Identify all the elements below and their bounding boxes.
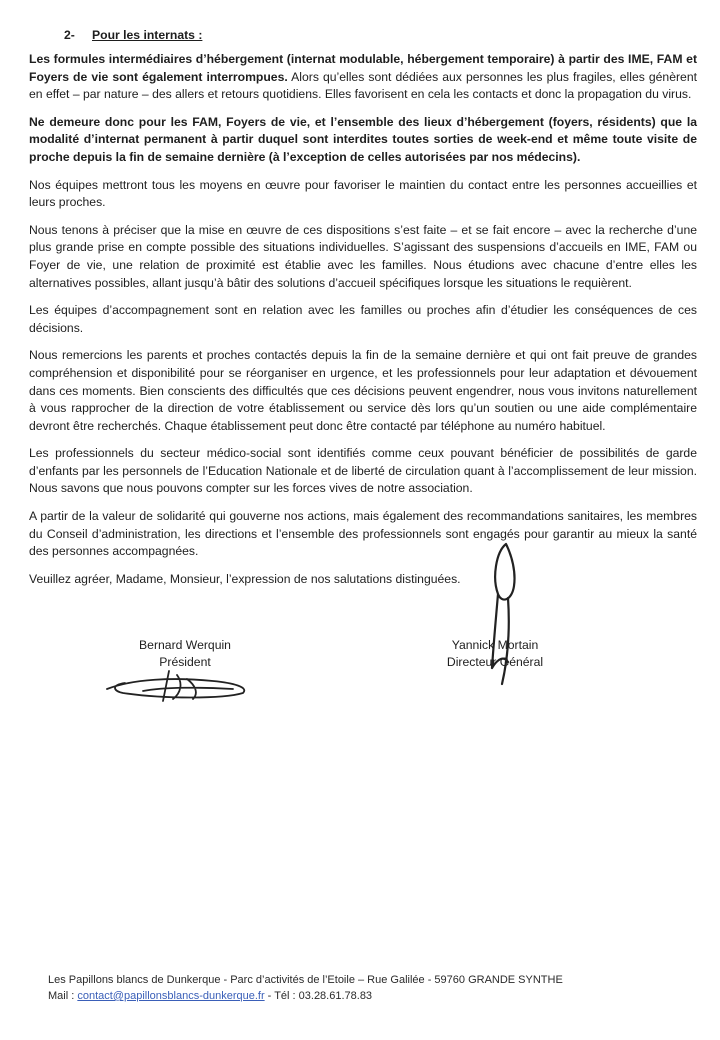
- paragraph-1-text: Alors qu’elles sont dédiées aux personnes les plus fragiles, elles génèrent en effet – par nature – des allers et retours quotidiens. Elles favorisent en cela les contacts et donc la propagation du virus.: [29, 69, 697, 102]
- footer-address: Les Papillons blancs de Dunkerque - Parc d’activités de l’Etoile – Rue Galilée - 59760 GRANDE SYNTHE: [48, 974, 563, 986]
- letter-body: [29, 51, 697, 598]
- paragraph-1: [29, 51, 697, 104]
- footer-email-link[interactable]: contact@papillonsblancs-dunkerque.fr: [77, 990, 265, 1002]
- signatory-name-left: Bernard Werquin: [139, 638, 231, 652]
- paragraph-2: Ne demeure donc pour les FAM, Foyers de vie, et l’ensemble des lieux d’hébergement (foyers, résidents) que la modalité d’internat permanent à partir duquel sont interdites toutes sorties de week-end et même toute visite de proche depuis la fin de semaine dernière (à l’exception de celles autorisées par nos médecins).: [29, 114, 697, 164]
- footer-mail-label: Mail :: [48, 990, 78, 1002]
- signatory-name-right: Yannick Mortain: [451, 638, 539, 652]
- paragraph-5: Les équipes d’accompagnement sont en relation avec les familles ou proches afin d’étudier les conséquences de ces décisions.: [29, 303, 697, 335]
- paragraph-6: Nous remercions les parents et proches contactés depuis la fin de la semaine dernière et qui ont fait preuve de grandes compréhension et disponibilité pour se réorganiser en urgence, et les professionnels pour leur adaptation et dévouement dans ces moments. Bien conscients des difficultés que ces décisions peuvent engendrer, nous vous invitons naturellement à vous rapprocher de la direction de votre établissement ou service dès lors qu’un soutien ou une aide complémentaire devront être recherchés. Chaque établissement peut donc être contacté par téléphone au numéro habituel.: [29, 348, 697, 433]
- footer-phone: - Tél : 03.28.61.78.83: [264, 990, 373, 1002]
- paragraph-1-bold: Les formules intermédiaires d’hébergement (internat modulable, hébergement temporaire) à partir des IME, FAM et Foyers de vie sont également interrompues.: [29, 52, 697, 84]
- section-title: Pour les internats :: [92, 28, 203, 42]
- paragraph-3: Nos équipes mettront tous les moyens en œuvre pour favoriser le maintien du contact entre les personnes accueillies et leurs proches.: [29, 177, 697, 210]
- signatory-role-left: Président: [159, 655, 211, 669]
- section-heading: [64, 27, 202, 45]
- letter-footer: [48, 972, 563, 1004]
- closing-sentence: Veuillez agréer, Madame, Monsieur, l’expression de nos salutations distinguées.: [29, 571, 461, 586]
- paragraph-8: A partir de la valeur de solidarité qui gouverne nos actions, mais également des recommandations sanitaires, les membres du Conseil d’administration, les directions et l’ensemble des professionnels sont engagés pour garantir au mieux la santé des personnes accompagnées.: [29, 509, 697, 559]
- footer-contact: [48, 988, 563, 1004]
- signature-block-director: [420, 637, 570, 671]
- signature-block-president: [125, 637, 245, 671]
- section-number: 2-: [64, 28, 75, 42]
- signatory-role-right: Directeur Général: [446, 655, 544, 669]
- paragraph-7: Les professionnels du secteur médico-social sont identifiés comme ceux pouvant bénéficier de possibilités de garde d’enfants par les personnels de l’Education Nationale et de liberté de circulation quant à l’accomplissement de leur mission. Nous savons que nous pouvons compter sur les forces vives de notre association.: [29, 446, 697, 496]
- signature-left-scribble: [103, 665, 253, 705]
- paragraph-4: Nous tenons à préciser que la mise en œuvre de ces dispositions s’est faite – et se fait encore – avec la recherche d’une plus grande prise en compte possible des situations individuelles. S’agissant des suspensions d’accueils en IME, FAM ou Foyer de vie, une relation de proximité est établie avec les familles. Nous étudions avec chacune d’entre elles les alternatives possibles, allant jusqu’à bâtir des solutions d’accueil spécifiques lorsque les situations le requièrent.: [29, 222, 697, 290]
